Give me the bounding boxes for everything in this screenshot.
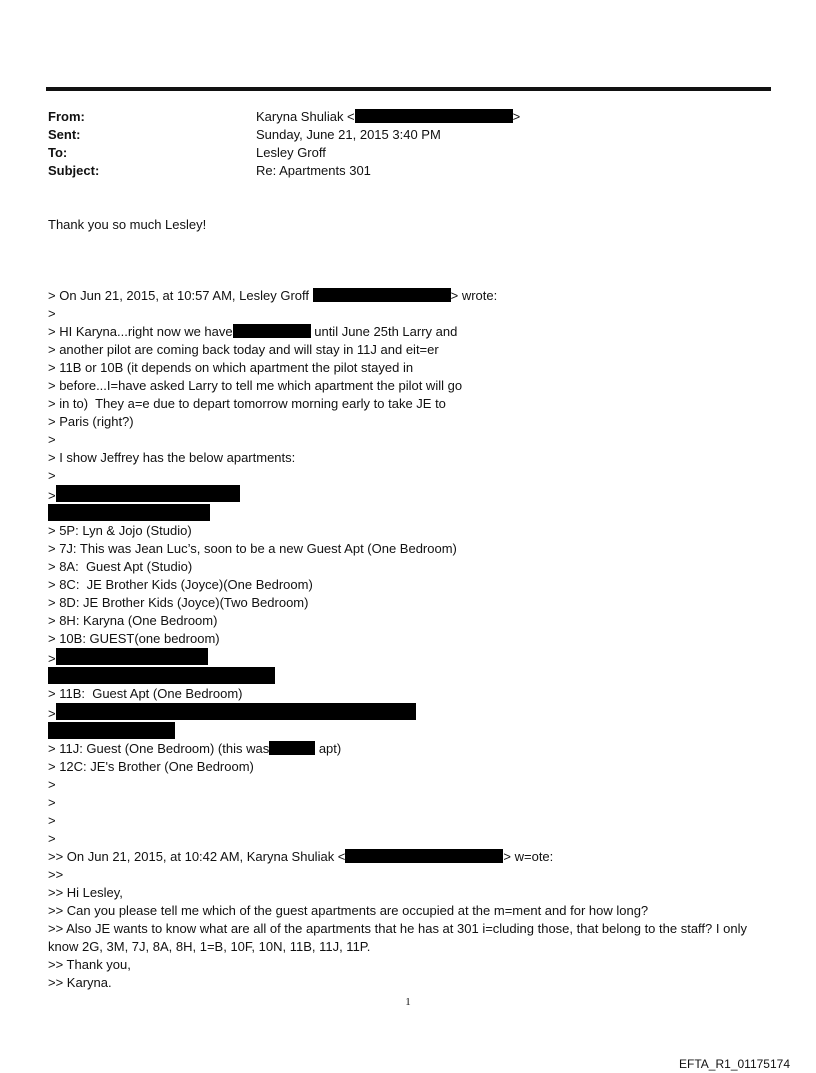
body-line: > Paris (right?)	[48, 414, 134, 429]
body-line: > in to) They a=e due to depart tomorrow morning early to take JE to	[48, 396, 446, 411]
sent-row	[48, 126, 520, 144]
redaction-line	[48, 667, 768, 685]
redaction-box	[345, 849, 503, 863]
redaction-box	[269, 741, 315, 755]
body-line: > before...I=have asked Larry to tell me which apartment the pilot will go	[48, 378, 463, 393]
body-line: > 11B or 10B (it depends on which apartment the pilot stayed in	[48, 360, 414, 375]
body-line: >> Karyna.	[48, 975, 112, 990]
body-line: >> Hi Lesley,	[48, 885, 123, 900]
body-line: >> Can you please tell me which of the guest apartments are occupied at the m=ment and for how long?	[48, 903, 649, 918]
redaction-box	[233, 324, 311, 338]
redaction-line	[48, 722, 768, 740]
redaction-box	[56, 703, 416, 720]
to-row	[48, 144, 520, 162]
header-rule	[46, 87, 771, 91]
redaction-box	[48, 722, 175, 739]
email-header	[48, 108, 520, 180]
redaction-box	[355, 109, 513, 123]
redaction-box	[313, 288, 451, 302]
body-line: >> On Jun 21, 2015, at 10:42 AM, Karyna Shuliak < > w=ote:	[48, 849, 554, 864]
from-close: >	[512, 109, 521, 124]
body-line: >	[48, 777, 56, 792]
body-line: > 5P: Lyn & Jojo (Studio)	[48, 523, 192, 538]
body-line: >	[48, 813, 56, 828]
from-row	[48, 108, 520, 126]
subject-value: Re: Apartments 301	[256, 163, 371, 178]
from-name: Karyna Shuliak <	[256, 109, 355, 124]
body-line: > I show Jeffrey has the below apartments:	[48, 450, 296, 465]
subject-row	[48, 162, 520, 180]
body-line: > 8H: Karyna (One Bedroom)	[48, 613, 218, 628]
document-id: EFTA_R1_01175174	[679, 1057, 790, 1071]
sent-label: Sent:	[48, 127, 81, 142]
body-line: > 11J: Guest (One Bedroom) (this was apt)	[48, 741, 342, 756]
body-line: > 11B: Guest Apt (One Bedroom)	[48, 686, 243, 701]
body-line: >>	[48, 867, 64, 882]
subject-label: Subject:	[48, 163, 100, 178]
from-value	[256, 108, 520, 126]
body-line: > 10B: GUEST(one bedroom)	[48, 631, 220, 646]
body-line: > 7J: This was Jean Luc’s, soon to be a new Guest Apt (One Bedroom)	[48, 541, 457, 556]
to-label: To:	[48, 145, 68, 160]
redaction-box	[56, 485, 240, 502]
body-line: >	[48, 468, 56, 483]
page-number: 1	[405, 996, 411, 1008]
body-line: >	[48, 485, 768, 503]
body-line: >	[48, 432, 56, 447]
body-line: >	[48, 306, 56, 321]
sent-value: Sunday, June 21, 2015 3:40 PM	[256, 127, 441, 142]
body-line: >	[48, 648, 768, 666]
body-line: > 12C: JE's Brother (One Bedroom)	[48, 759, 254, 774]
body-line: > 8C: JE Brother Kids (Joyce)(One Bedroom)	[48, 577, 313, 592]
body-line: > 8A: Guest Apt (Studio)	[48, 559, 193, 574]
body-line: > 8D: JE Brother Kids (Joyce)(Two Bedroom)	[48, 595, 309, 610]
redaction-line	[48, 504, 768, 522]
body-line: > HI Karyna...right now we have until June 25th Larry and	[48, 324, 458, 339]
body-line: > another pilot are coming back today and will stay in 11J and eit=er	[48, 342, 439, 357]
body-line: >	[48, 831, 56, 846]
from-label: From:	[48, 109, 85, 124]
redaction-box	[56, 648, 208, 665]
to-value: Lesley Groff	[256, 145, 326, 160]
body-line: >> Also JE wants to know what are all of the apartments that he has at 301 i=cluding those, that belong to the staff? I only know 2G, 3M, 7J, 8A, 8H, 1=B, 10F, 10N, 11B, 11J, 11P.	[48, 921, 747, 954]
body-line: >	[48, 703, 768, 721]
quoted-message	[48, 287, 768, 992]
body-line: >	[48, 795, 56, 810]
message-intro: Thank you so much Lesley!	[48, 217, 207, 232]
redaction-box	[48, 504, 210, 521]
body-line: > On Jun 21, 2015, at 10:57 AM, Lesley Groff > wrote:	[48, 288, 498, 303]
redaction-box	[48, 667, 275, 684]
body-line: >> Thank you,	[48, 957, 131, 972]
